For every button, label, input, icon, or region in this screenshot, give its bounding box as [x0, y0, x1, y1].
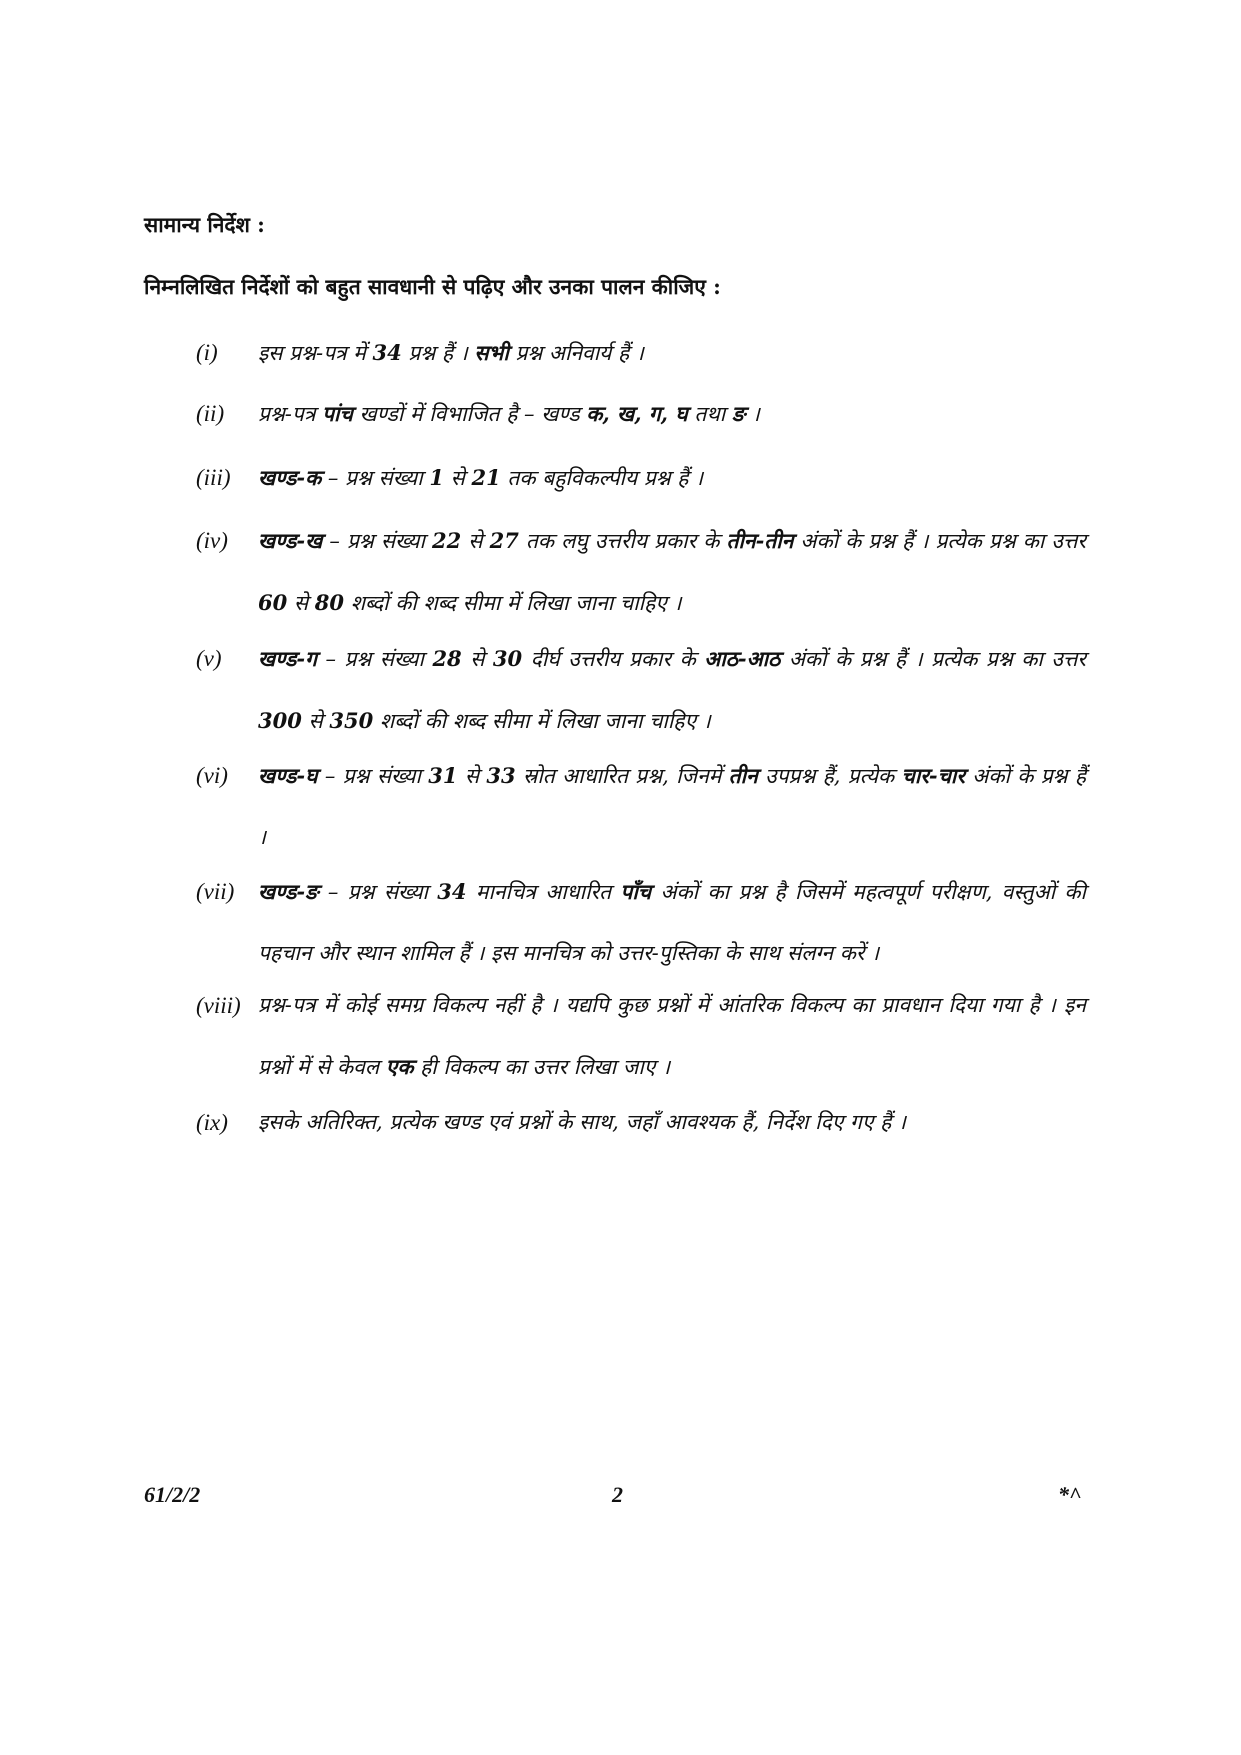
instruction-item-5 — [196, 628, 1086, 752]
instruction-item-8 — [196, 975, 1086, 1098]
paper-code: 61/2/2 — [144, 1482, 201, 1507]
corner-mark: *^ — [1058, 1482, 1082, 1507]
item-text: खण्ड-ग – प्रश्न संख्या 28 से 30 दीर्घ उत्तरीय प्रकार के आठ-आठ अंकों के प्रश्न हैं । प्रत्येक प्रश्न का उत्तर 300 से 350 शब्दों की शब्द सीमा में लिखा जाना चाहिए । — [258, 646, 1086, 733]
item-number: (viii) — [196, 993, 241, 1018]
item-number: (iii) — [196, 465, 231, 490]
item-number: (vii) — [196, 879, 235, 904]
instruction-item-4 — [196, 510, 1086, 634]
item-number: (i) — [196, 340, 218, 365]
item-number: (vi) — [196, 763, 228, 788]
instruction-item-2 — [196, 383, 1086, 445]
general-instructions-heading: सामान्य निर्देश : — [144, 212, 265, 237]
item-text: खण्ड-ख – प्रश्न संख्या 22 से 27 तक लघु उत्तरीय प्रकार के तीन-तीन अंकों के प्रश्न हैं । प्रत्येक प्रश्न का उत्तर 60 से 80 शब्दों की शब्द सीमा में लिखा जाना चाहिए । — [258, 528, 1086, 615]
page-number: 2 — [612, 1482, 623, 1507]
item-text: खण्ड-ङ – प्रश्न संख्या 34 मानचित्र आधारित पाँच अंकों का प्रश्न है जिसमें महत्वपूर्ण परीक्षण, वस्तुओं की पहचान और स्थान शामिल हैं । इस मानचित्र को उत्तर-पुस्तिका के साथ संलग्न करें । — [258, 879, 1086, 965]
item-number: (v) — [196, 646, 222, 671]
item-number: (iv) — [196, 528, 228, 553]
item-number: (ix) — [196, 1110, 228, 1135]
instruction-item-3 — [196, 447, 1086, 509]
item-text: इस प्रश्न-पत्र में 34 प्रश्न हैं । सभी प्रश्न अनिवार्य हैं । — [258, 340, 644, 365]
instruction-item-1 — [196, 322, 1086, 384]
instruction-item-7 — [196, 861, 1086, 984]
instruction-item-9 — [196, 1092, 1086, 1153]
item-text: खण्ड-क – प्रश्न संख्या 1 से 21 तक बहुविकल्पीय प्रश्न हैं । — [258, 465, 704, 490]
item-text: प्रश्न-पत्र में कोई समग्र विकल्प नहीं है । यद्यपि कुछ प्रश्नों में आंतरिक विकल्प का प्रावधान दिया गया है । इन प्रश्नों में से केवल एक ही विकल्प का उत्तर लिखा जाए । — [258, 993, 1086, 1079]
instructions-intro: निम्नलिखित निर्देशों को बहुत सावधानी से पढ़िए और उनका पालन कीजिए : — [144, 274, 721, 299]
item-number: (ii) — [196, 401, 225, 426]
item-text: खण्ड-घ – प्रश्न संख्या 31 से 33 स्रोत आधारित प्रश्न, जिनमें तीन उपप्रश्न हैं, प्रत्येक चार-चार अंकों के प्रश्न हैं । — [258, 763, 1086, 849]
item-text: प्रश्न-पत्र पांच खण्डों में विभाजित है – खण्ड क, ख, ग, घ तथा ङ । — [258, 401, 760, 426]
item-text: इसके अतिरिक्त, प्रत्येक खण्ड एवं प्रश्नों के साथ, जहाँ आवश्यक हैं, निर्देश दिए गए हैं । — [258, 1110, 906, 1134]
instruction-item-6 — [196, 745, 1086, 868]
